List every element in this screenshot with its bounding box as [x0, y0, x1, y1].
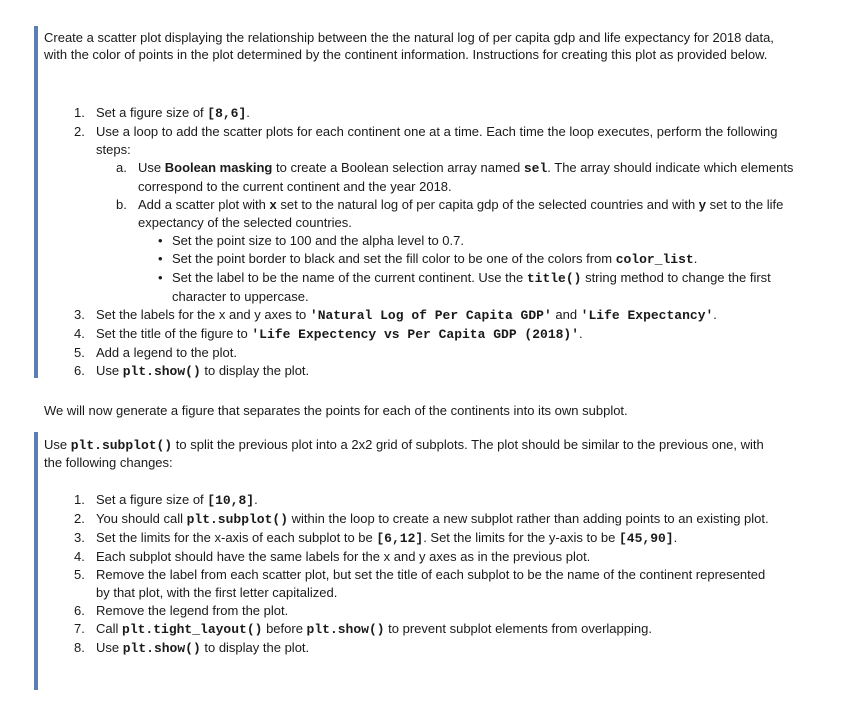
substep-item	[116, 159, 794, 196]
inline-code: sel	[523, 161, 548, 176]
bullet-text: Set the point size to 100 and the alpha level to 0.7.	[172, 233, 464, 248]
step-text: Call plt.tight_layout() before plt.show() to prevent subplot elements from overlapping.	[96, 621, 652, 637]
step-text: Use plt.show() to display the plot.	[96, 640, 310, 656]
inline-code: plt.show()	[122, 364, 201, 379]
substep-item	[116, 196, 794, 232]
step-item	[74, 104, 794, 123]
step-number: 2.	[74, 124, 85, 139]
inline-code: plt.show()	[306, 622, 385, 637]
step-item	[74, 566, 774, 602]
bold-term: x	[269, 197, 277, 212]
section2-step-list	[74, 491, 774, 658]
step-item	[74, 639, 774, 658]
step-text: Set the title of the figure to 'Life Expectency vs Per Capita GDP (2018)'.	[96, 326, 583, 342]
section1-step-list	[74, 104, 794, 381]
step-item	[74, 529, 774, 548]
bullet-list	[116, 232, 794, 306]
bullet-dot-icon: •	[158, 233, 163, 248]
step-item	[74, 362, 794, 381]
substep-letter: a.	[116, 160, 127, 175]
step-number: 5.	[74, 567, 85, 582]
inline-code: [6,12]	[376, 531, 424, 546]
bullet-dot-icon: •	[158, 251, 163, 266]
inline-code: color_list	[615, 252, 694, 267]
inline-code: [8,6]	[207, 106, 247, 121]
step-number: 3.	[74, 307, 85, 322]
substep-text: Use Boolean masking to create a Boolean selection array named sel. The array should indicate which elements correspond to the current continent and the year 2018.	[138, 160, 794, 194]
bullet-item	[158, 269, 794, 306]
step-item	[74, 344, 794, 362]
inline-code: plt.subplot()	[186, 512, 289, 527]
step-item	[74, 306, 794, 325]
substep-list	[74, 159, 794, 306]
step-number: 3.	[74, 530, 85, 545]
step-text: Remove the legend from the plot.	[96, 603, 289, 618]
inline-code: 'Life Expectancy'	[580, 308, 714, 323]
step-text: You should call plt.subplot() within the loop to create a new subplot rather than adding points to an existing plot.	[96, 511, 769, 527]
substep-text: Add a scatter plot with x set to the natural log of per capita gdp of the selected countries and with y set to the life expectancy of the selected countries.	[138, 197, 784, 230]
step-number: 4.	[74, 326, 85, 341]
section2-accent-bar	[34, 432, 38, 690]
step-item	[74, 620, 774, 639]
step-number: 7.	[74, 621, 85, 636]
inline-code: title()	[526, 271, 582, 286]
step-number: 6.	[74, 603, 85, 618]
inline-code: plt.show()	[122, 641, 201, 656]
section1-accent-bar	[34, 26, 38, 378]
step-number: 1.	[74, 492, 85, 507]
step-item	[74, 491, 774, 510]
step-text: Set a figure size of [10,8].	[96, 492, 258, 508]
step-number: 1.	[74, 105, 85, 120]
inline-code: plt.subplot()	[70, 438, 173, 453]
section1-intro: Create a scatter plot displaying the relationship between the the natural log of per capita gdp and life expectancy for 2018 data, with the color of points in the plot determined by the continent information. Instructions for creating this plot as provided below.	[44, 30, 774, 62]
inline-code: 'Life Expectency vs Per Capita GDP (2018)'	[251, 327, 580, 342]
step-number: 2.	[74, 511, 85, 526]
transition-paragraph: We will now generate a figure that separates the points for each of the continents into its own subplot.	[44, 403, 628, 418]
bullet-text: Set the label to be the name of the current continent. Use the title() string method to change the first character to uppercase.	[172, 270, 771, 304]
bullet-dot-icon: •	[158, 270, 163, 285]
step-text: Each subplot should have the same labels for the x and y axes as in the previous plot.	[96, 549, 591, 564]
step-item	[74, 123, 794, 159]
step-number: 4.	[74, 549, 85, 564]
step-item	[74, 548, 774, 566]
step-text: Set a figure size of [8,6].	[96, 105, 250, 121]
step-text: Remove the label from each scatter plot, but set the title of each subplot to be the name of the continent represented by that plot, with the first letter capitalized.	[96, 567, 766, 600]
bold-term: y	[698, 197, 707, 212]
step-text: Set the labels for the x and y axes to 'Natural Log of Per Capita GDP' and 'Life Expectancy'.	[96, 307, 717, 323]
inline-code: [10,8]	[207, 493, 255, 508]
substep-letter: b.	[116, 197, 127, 212]
inline-code: 'Natural Log of Per Capita GDP'	[309, 308, 552, 323]
step-text: Add a legend to the plot.	[96, 345, 237, 360]
step-text: Set the limits for the x-axis of each subplot to be [6,12]. Set the limits for the y-axis to be [45,90].	[96, 530, 678, 546]
step-item	[74, 510, 774, 529]
step-item	[74, 602, 774, 620]
step-text: Use plt.show() to display the plot.	[96, 363, 310, 379]
bullet-item	[158, 250, 794, 269]
step-text: Use a loop to add the scatter plots for each continent one at a time. Each time the loop executes, perform the following steps:	[96, 124, 778, 157]
bold-term: Boolean masking	[164, 160, 273, 175]
step-number: 6.	[74, 363, 85, 378]
section2-intro: Use plt.subplot() to split the previous plot into a 2x2 grid of subplots. The plot should be similar to the previous one, with the following changes:	[44, 437, 764, 470]
bullet-text: Set the point border to black and set the fill color to be one of the colors from color_list.	[172, 251, 698, 267]
inline-code: plt.tight_layout()	[122, 622, 263, 637]
step-number: 8.	[74, 640, 85, 655]
step-number: 5.	[74, 345, 85, 360]
inline-code: [45,90]	[619, 531, 674, 546]
bullet-item	[158, 232, 794, 250]
step-item	[74, 325, 794, 344]
